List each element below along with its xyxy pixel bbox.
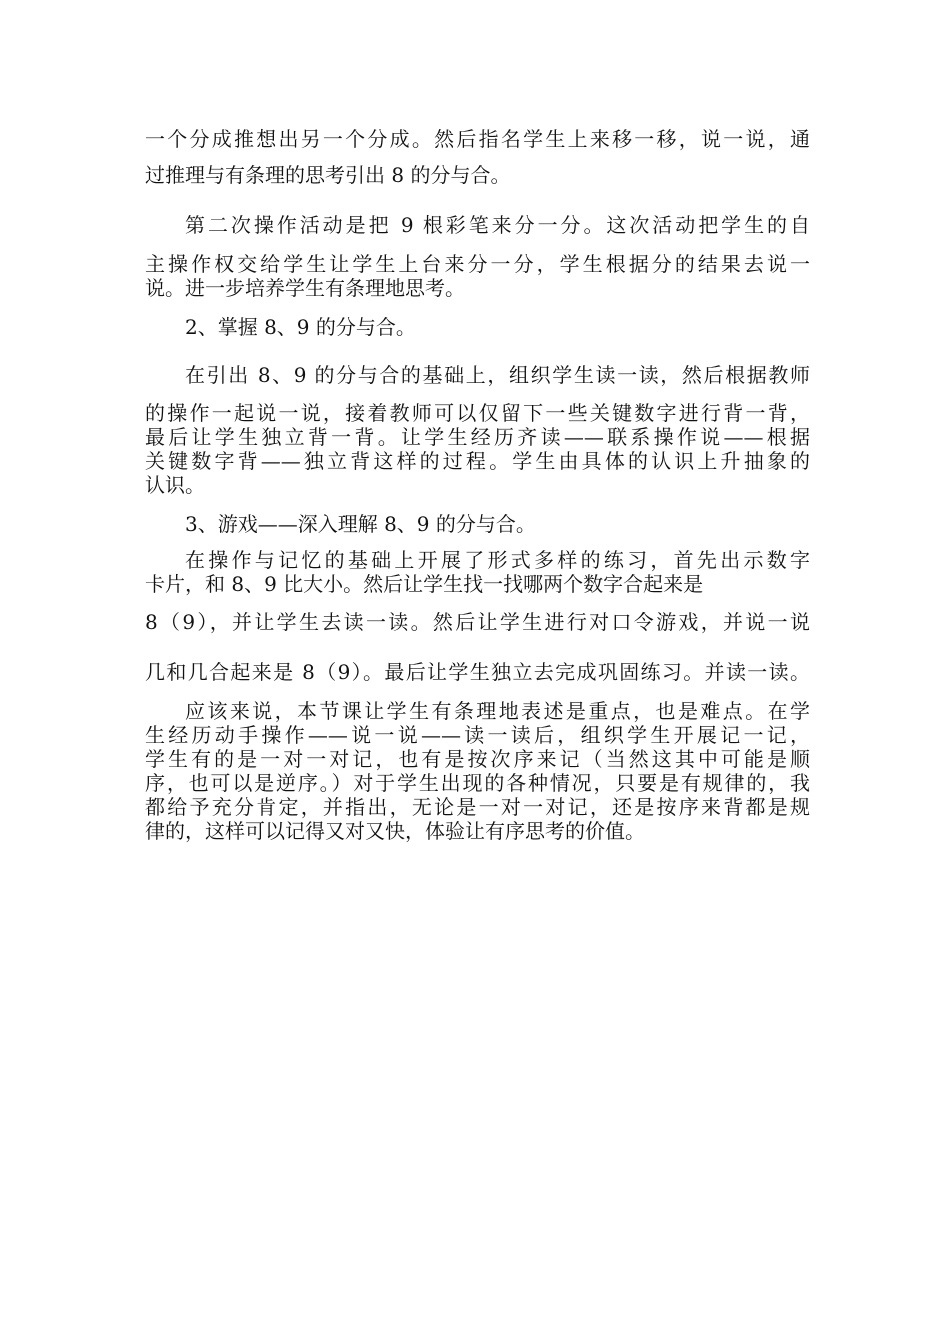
- paragraph-2-line-2: 主操作权交给学生让学生上台来分一分，学生根据分的结果去说一: [145, 252, 810, 276]
- section-heading-2: 2、掌握 8、9 的分与合。: [185, 315, 416, 339]
- paragraph-2-line-3: 说。进一步培养学生有条理地思考。: [145, 276, 465, 300]
- paragraph-5-line-4: 序，也可以是逆序。）对于学生出现的各种情况，只要是有规律的，我: [145, 771, 810, 795]
- paragraph-4-line-1: 在操作与记忆的基础上开展了形式多样的练习，首先出示数字: [185, 548, 810, 572]
- paragraph-5-line-6: 律的，这样可以记得又对又快，体验让有序思考的价值。: [145, 819, 645, 843]
- paragraph-5-line-3: 学生有的是一对一对记，也有是按次序来记（当然这其中可能是顺: [145, 747, 810, 771]
- paragraph-3-line-3: 最后让学生独立背一背。让学生经历齐读——联系操作说——根据: [145, 425, 810, 449]
- paragraph-3-line-4: 关键数字背——独立背这样的过程。学生由具体的认识上升抽象的: [145, 449, 810, 473]
- paragraph-1-line-1: 一个分成推想出另一个分成。然后指名学生上来移一移，说一说，通: [145, 127, 810, 151]
- paragraph-3-line-2: 的操作一起说一说，接着教师可以仅留下一些关键数字进行背一背，: [145, 401, 810, 425]
- paragraph-3-line-5: 认识。: [145, 473, 205, 497]
- paragraph-1-line-2: 过推理与有条理的思考引出 8 的分与合。: [145, 163, 511, 187]
- paragraph-4-line-4: 几和几合起来是 8（9）。最后让学生独立去完成巩固练习。并读一读。: [145, 660, 810, 684]
- paragraph-5-line-1: 应该来说，本节课让学生有条理地表述是重点，也是难点。在学: [185, 699, 810, 723]
- paragraph-5-line-5: 都给予充分肯定，并指出，无论是一对一对记，还是按序来背都是规: [145, 795, 810, 819]
- section-heading-3: 3、游戏——深入理解 8、9 的分与合。: [185, 512, 536, 536]
- paragraph-3-line-1: 在引出 8、9 的分与合的基础上，组织学生读一读，然后根据教师: [185, 363, 810, 387]
- paragraph-5-line-2: 生经历动手操作——说一说——读一读后，组织学生开展记一记，: [145, 723, 810, 747]
- paragraph-2-line-1: 第二次操作活动是把 9 根彩笔来分一分。这次活动把学生的自: [185, 213, 810, 237]
- paragraph-4-line-2: 卡片，和 8、9 比大小。然后让学生找一找哪两个数字合起来是: [145, 572, 704, 596]
- paragraph-4-line-3: 8（9），并让学生去读一读。然后让学生进行对口令游戏，并说一说: [145, 610, 810, 634]
